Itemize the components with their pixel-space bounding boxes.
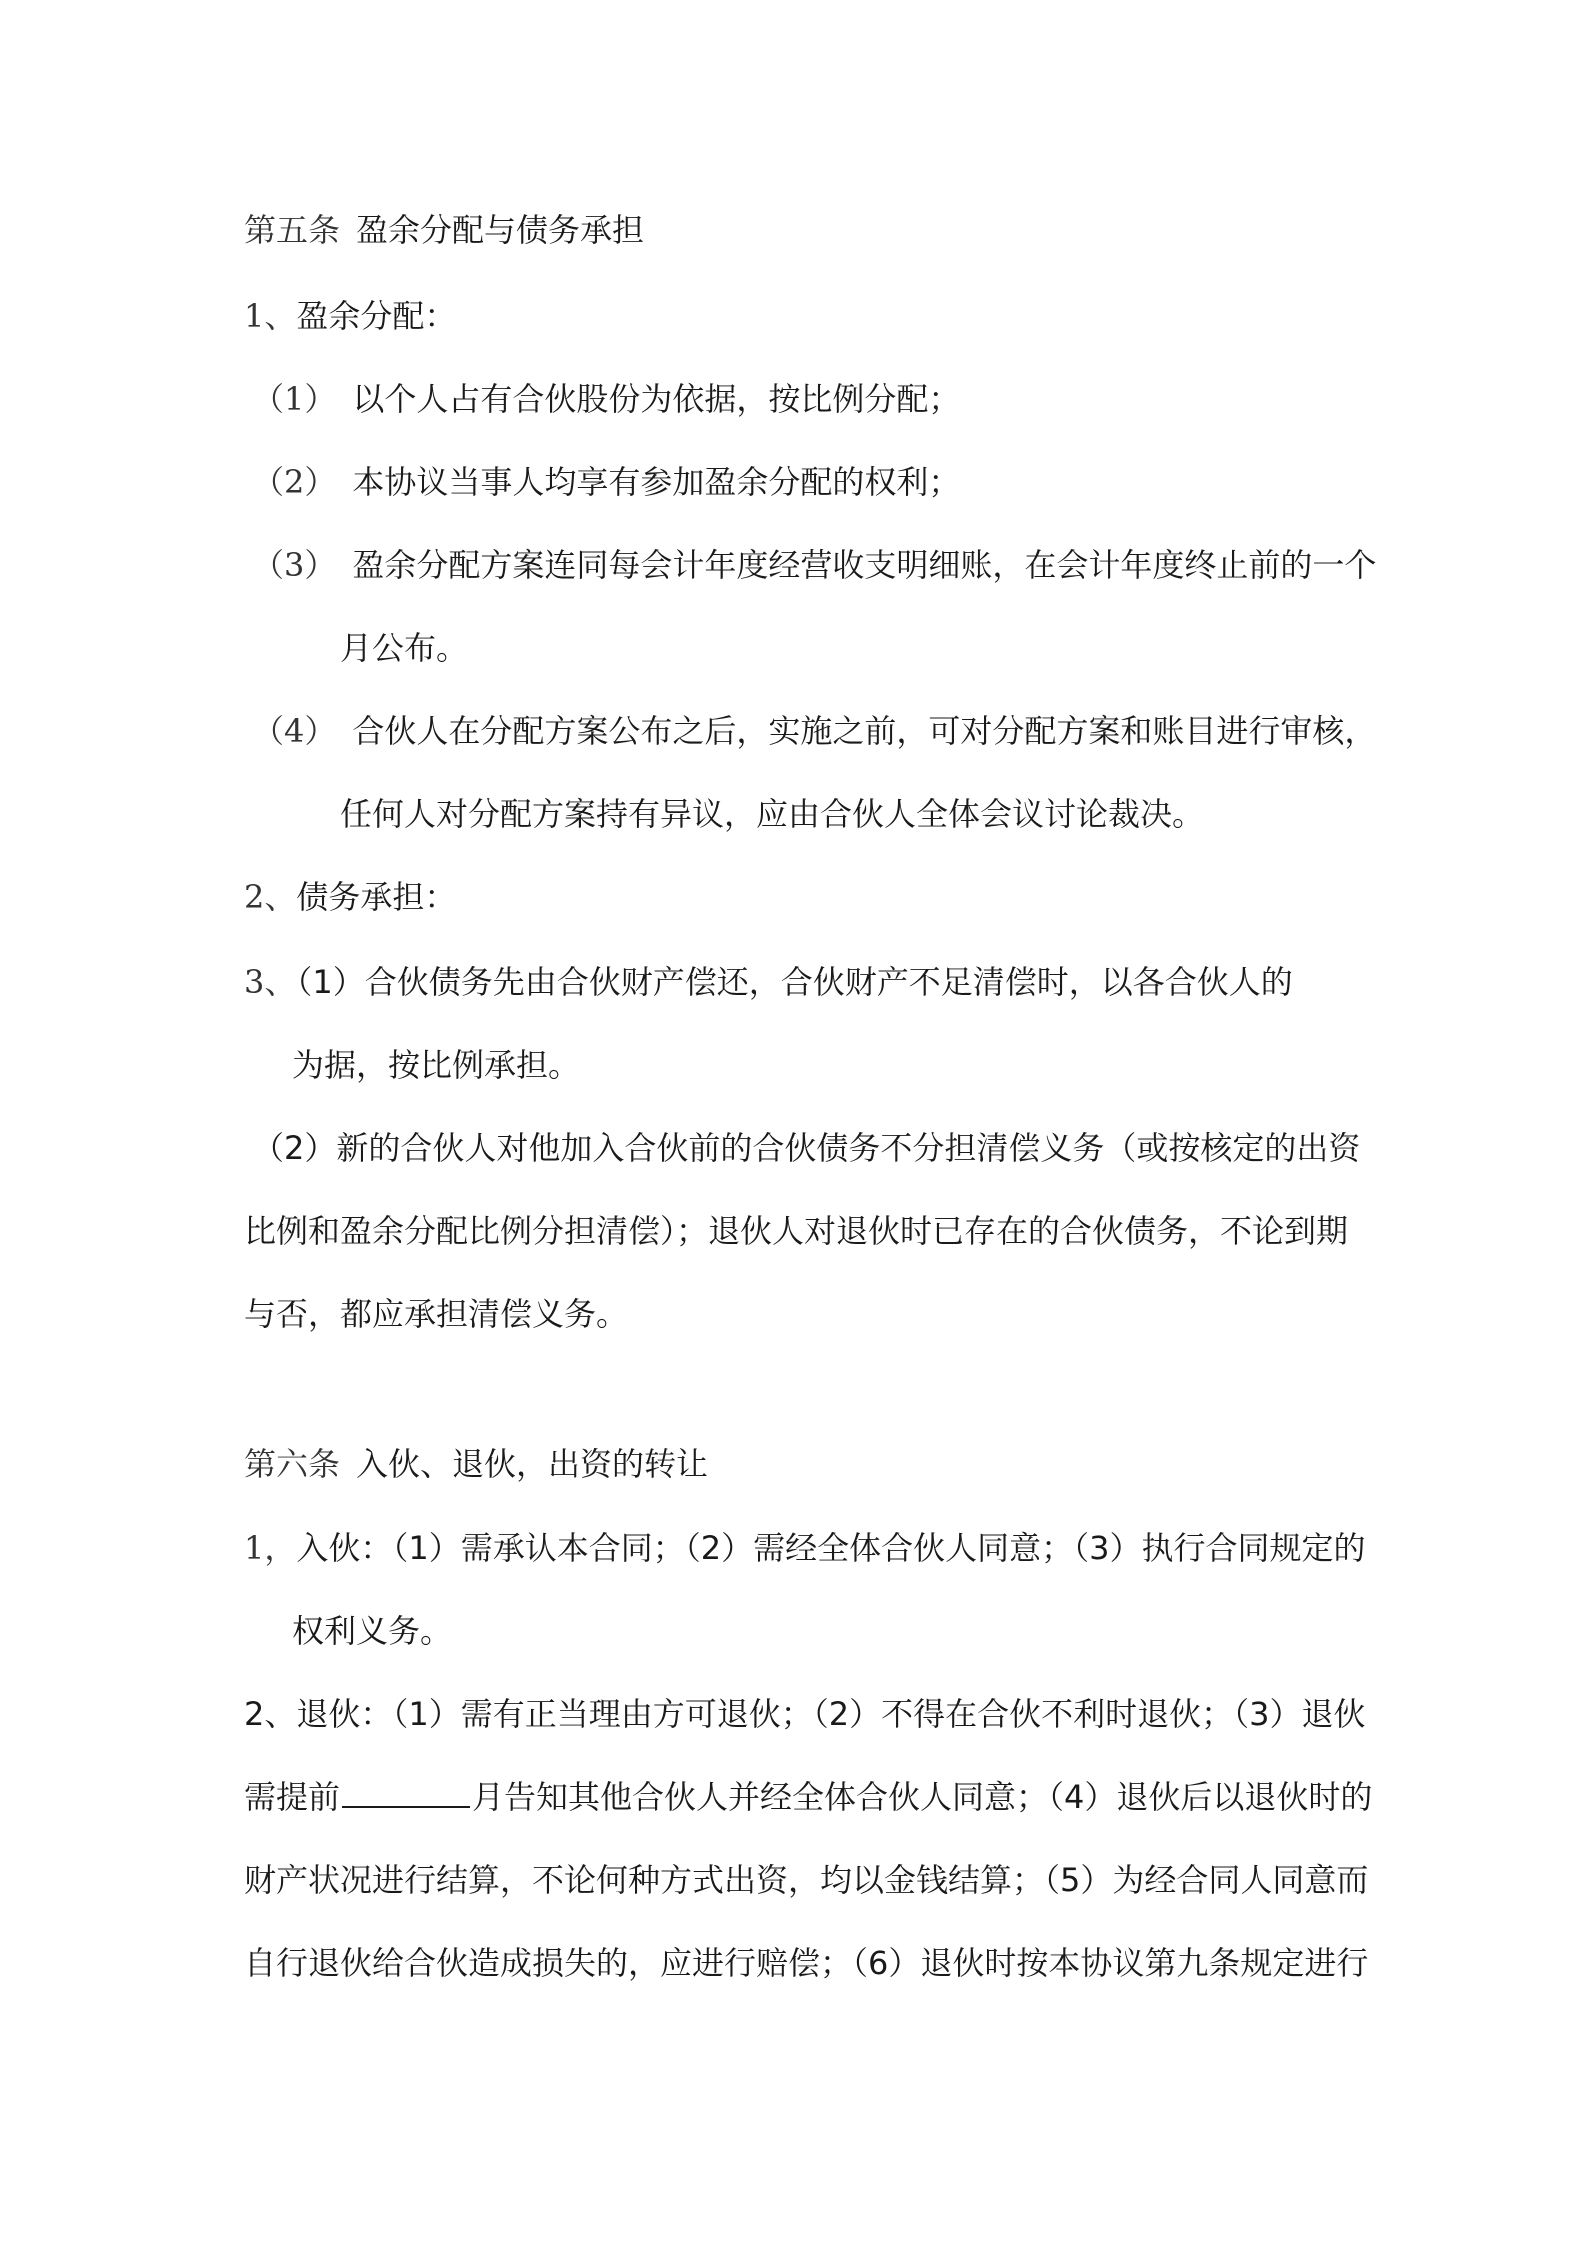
article5-para2 [244, 873, 456, 921]
article5-para4-line3 [244, 1290, 628, 1338]
fill-in-blank[interactable] [342, 1776, 470, 1808]
paragraph-text: 与否，都应承担清偿义务。 [244, 1295, 629, 1333]
item-text: 合伙人在分配方案公布之后，实施之前，可对分配方案和账目进行审核， [352, 712, 1377, 750]
paragraph-text: （2）新的合伙人对他加入合伙前的合伙债务不分担清偿义务（或按核定的出资 [252, 1129, 1361, 1167]
article6-para1-continued [292, 1607, 452, 1655]
article6-heading [244, 1440, 708, 1488]
article5-item3-continued [340, 624, 468, 672]
article6-title-text: 入伙、退伙，出资的转让 [356, 1445, 709, 1483]
item-text-continued: 任何人对分配方案持有异议，应由合伙人全体会议讨论裁决。 [340, 795, 1205, 833]
article5-title-prefix: 第五条 [244, 211, 341, 249]
article5-item3 [252, 541, 1376, 589]
article5-item1 [252, 375, 960, 423]
item-text: 盈余分配方案连同每会计年度经营收支明细账，在会计年度终止前的一个 [352, 546, 1377, 584]
article5-para1-num: 1、 [244, 297, 297, 335]
article5-para3-num: 3、 [244, 963, 297, 1001]
paragraph-text: 比例和盈余分配比例分担清偿）；退伙人对退伙时已存在的合伙债务，不论到期 [244, 1212, 1349, 1250]
item-number: （1） [252, 380, 337, 418]
article6-para1-line2: 权利义务。 [292, 1612, 453, 1650]
paragraph-text: 自行退伙给合伙造成损失的，应进行赔偿；（6）退伙时按本协议第九条规定进行 [244, 1944, 1369, 1982]
article5-para2-num: 2、 [244, 878, 297, 916]
article6-para1 [244, 1524, 1365, 1572]
article6-para1-num: 1， [244, 1529, 297, 1567]
article6-para2-line1 [244, 1690, 1365, 1738]
item-text: 以个人占有合伙股份为依据，按比例分配； [352, 380, 961, 418]
article5-para4-line2 [244, 1207, 1348, 1255]
item-number: （2） [252, 463, 337, 501]
article6-para2-line3 [244, 1856, 1368, 1904]
item-number: （4） [252, 712, 337, 750]
paragraph-text: 月告知其他合伙人并经全体合伙人同意；（4）退伙后以退伙时的 [472, 1778, 1373, 1816]
article5-para3-continued [292, 1041, 580, 1089]
article5-para1-text: 盈余分配： [296, 297, 457, 335]
article5-heading [244, 206, 644, 254]
article6-para2-line2 [244, 1773, 1372, 1821]
paragraph-text: 财产状况进行结算，不论何种方式出资，均以金钱结算；（5）为经合同人同意而 [244, 1861, 1369, 1899]
article5-item4-continued [340, 790, 1204, 838]
paragraph-text: 需提前 [244, 1778, 341, 1816]
article5-para4-line1 [252, 1124, 1360, 1172]
article6-para1-line1: 入伙：（1）需承认本合同；（2）需经全体合伙人同意；（3）执行合同规定的 [296, 1529, 1366, 1567]
article5-para3-line1: （1）合伙债务先由合伙财产偿还，合伙财产不足清偿时，以各合伙人的 [296, 963, 1293, 1001]
article6-title-prefix: 第六条 [244, 1445, 341, 1483]
article5-title-text: 盈余分配与债务承担 [356, 211, 645, 249]
item-text: 本协议当事人均享有参加盈余分配的权利； [352, 463, 961, 501]
article5-item2 [252, 458, 960, 506]
article5-para3 [244, 958, 1293, 1006]
article6-para2-line4 [244, 1939, 1368, 1987]
article5-para1 [244, 292, 456, 340]
item-number: （3） [252, 546, 337, 584]
article5-item4 [252, 707, 1376, 755]
article5-para2-text: 债务承担： [296, 878, 457, 916]
paragraph-text: 2、退伙：（1）需有正当理由方可退伙；（2）不得在合伙不利时退伙；（3）退伙 [244, 1695, 1366, 1733]
item-text-continued: 月公布。 [340, 629, 469, 667]
article5-para3-line2: 为据，按比例承担。 [292, 1046, 581, 1084]
